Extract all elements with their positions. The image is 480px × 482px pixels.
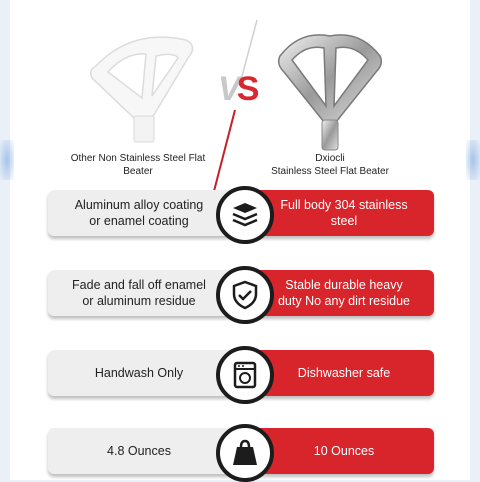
- shield-badge: [216, 266, 274, 324]
- weight-badge: [216, 424, 274, 482]
- weight-icon: [230, 438, 260, 468]
- vs-s: S: [236, 70, 256, 108]
- white-beater-image: [82, 28, 202, 148]
- right-caption-line1: Dxiocli: [315, 153, 345, 164]
- row-left-text-2: or aluminum residue: [82, 294, 196, 308]
- layers-icon: [230, 200, 260, 230]
- dishwasher-badge: [216, 346, 274, 404]
- row-left-text-1: 4.8 Ounces: [107, 444, 171, 458]
- steel-beater-image: [270, 26, 390, 156]
- row-right-text-1: Dishwasher safe: [297, 366, 391, 380]
- row-left-text-2: or enamel coating: [89, 214, 189, 228]
- left-caption-line1: Other Non Stainless Steel Flat: [70, 153, 206, 164]
- row-right-text-2: duty No any dirt residue: [277, 294, 410, 308]
- right-caption-line2: Stainless Steel Flat Beater: [271, 166, 389, 177]
- vs-v: V: [218, 70, 237, 108]
- edge-glow-right: [466, 140, 480, 180]
- left-caption-line2: Beater: [123, 166, 153, 177]
- dishwasher-icon: [230, 360, 260, 390]
- edge-glow-left: [0, 140, 14, 180]
- comparison-row-material: [48, 190, 434, 236]
- row-left-text-1: Fade and fall off enamel: [72, 278, 206, 292]
- row-right-text-1: Stable durable heavy: [285, 278, 403, 292]
- row-right-text-2: steel: [330, 214, 358, 228]
- comparison-row-durability: [48, 270, 434, 316]
- comparison-row-weight: [48, 428, 434, 474]
- layers-badge: [216, 186, 274, 244]
- row-left-text-1: Handwash Only: [94, 366, 184, 380]
- comparison-row-cleaning: [48, 350, 434, 396]
- row-right-text-1: Full body 304 stainless: [280, 198, 408, 212]
- row-right-text-1: 10 Ounces: [313, 444, 375, 458]
- row-left-text-1: Aluminum alloy coating: [74, 198, 204, 212]
- vs-label: [218, 70, 255, 109]
- shield-check-icon: [230, 280, 260, 310]
- diagonal-divider: [205, 20, 265, 200]
